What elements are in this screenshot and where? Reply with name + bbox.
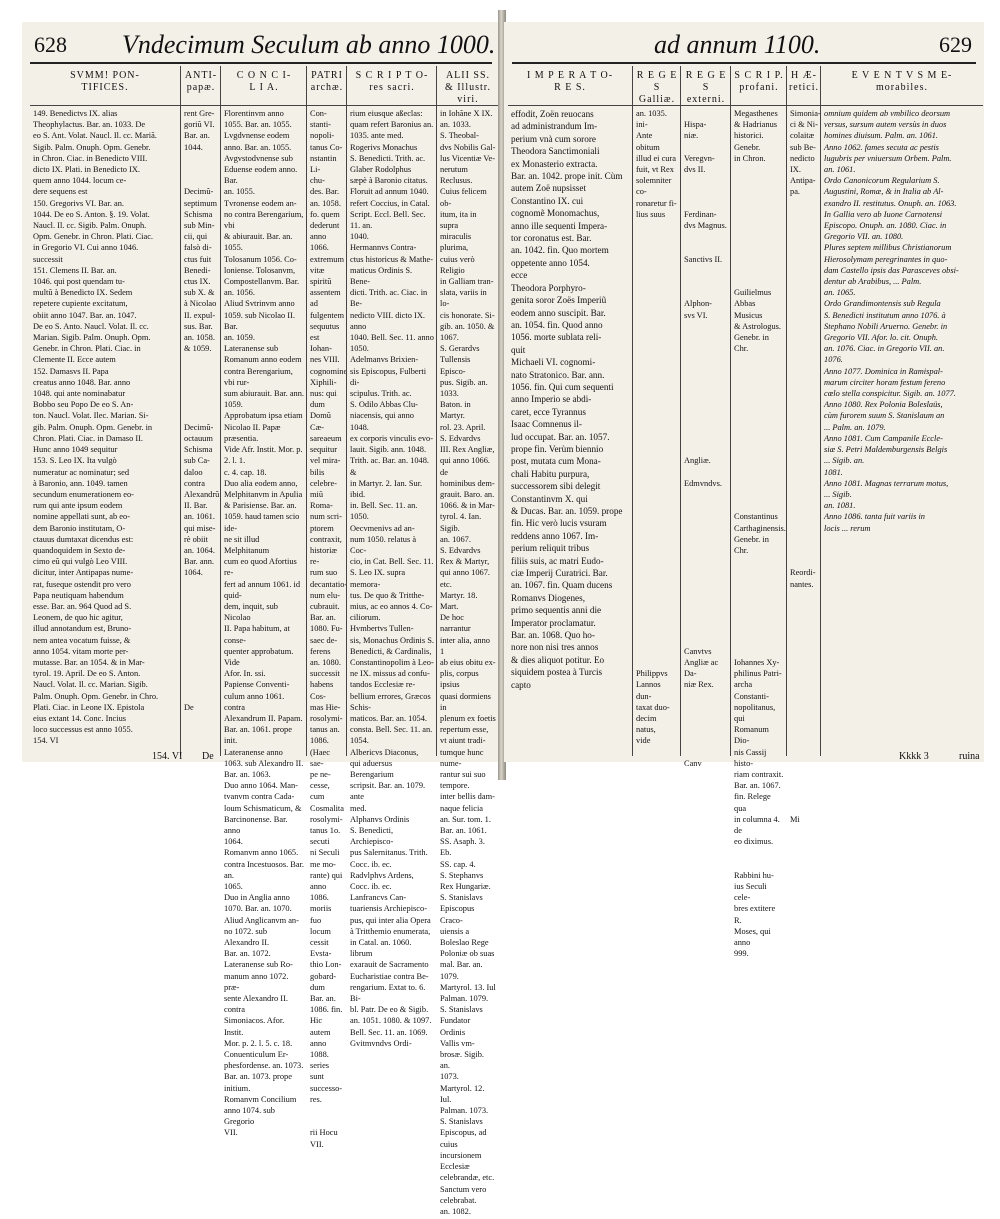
column-text: Simonia- ci & Ni- colaitæ sub Be- nedicto IX. Antipa- pa. Reordi- nantes. Mi <box>790 109 821 824</box>
column-text: 149. Benedictvs IX. alias Theophylactus. Bar. an. 1033. De eo S. Ant. Volat. Naucl. Il. cc. Mariã. Sigib. Palm. Onuph. Opm. Genebr. in Chron. Ciac. in Benedicto VIII. dicto IX. Plati. in Benedicto IX. quem anno 1044. locum ce- dere sequens est 150. Gregorivs VI. Bar. an. 1044. De eo S. Anton. §. 19. Volat. Naucl. Il. cc. Sigib. Palm. Onuph. Opm. Genebr. in Chron. Plati. Ciac. in Gregorio VI. Cui anno 1046. successit 151. Clemens II. Bar. an. 1046. qui post quendam tu- multũ à Benedicto IX. Sedem repetere cupiente excitatum, obiit anno 1047. Bar. an. 1047. De eo S. Anto. Naucl. Volat. Il. cc. Marian. Sigib. Palm. Onuph. Opm. Genebr. in Chron. Plati. Ciac. in Clemente II. Ecce autem 152. Damasvs II. Papa creatus anno 1048. Bar. anno 1048. qui ante nominabatur Bobbo seu Popo De eo S. An- ton. Naucl. Volat. Ilec. Marian. Si- gib. Palm. Onuph. Opm. Genebr. in Chron. Plati. Ciac. in Damaso II. Hunc anno 1049 sequitur 153. S. Leo IX. Ita vulgò numeratur ac nominatur; sed à Baronio, ann. 1049. tamen secundum enumerationem eo- rum qui ante ipsum eodem nomine appellati sunt, ab eo- dem Baronio institutam, O- ctauus dumtaxat dicendus est: quandoquidem in Sexto de- cimo eũ qui vulgò Leo VIII. dicitur, inter Antipapas nume- rat, fuseque ostendit pro vero Papa neutiquam habendum esse. Bar. an. 964 Quod ad S. Leonem, de quo hic agitur, illud annotandum est, Bruno- nem antea vocatum fuisse, & anno 1054. vitam morte per- mutasse. Bar. an 1054. & in Mar- tyrol. 19. April. De eo S. Anton. Naucl. Volat. Il. cc. Marian. Sigib. Palm. Onuph. Opm. Genebr. in Chro. Plati. Ciac. in Leone IX. Epistola eius extant 14. Conc. Incius loco successus est anno 1055. 154. VI <box>33 109 159 746</box>
column-councils <box>220 66 307 1138</box>
column-heading: S C R I P T O- res sacri. <box>347 66 437 106</box>
column-saints <box>436 66 499 1216</box>
catchword: 154. VI <box>152 751 183 762</box>
column-kings-foreign <box>680 66 731 768</box>
page-number: 629 <box>939 32 972 57</box>
left-page <box>22 22 502 1216</box>
column-text: rent Gre- goriũ VI. Bar. an. 1044. Decimũ- septimum Schisma sub Min- cii, qui falsò di- ctus fuit Benedi- ctus IX. sub X. & à Nicolao II. expul- sus. Bar. an. 1058. & 1059. Decimũ- octauum Schisma sub Ca- daloo contra Alexandrũ II. Bar. an. 1061. qui mise- rè obiit an. 1064. Bar. ann. 1064. De <box>184 109 220 712</box>
column-text: in Iohãne X IX. an. 1033. S. Theobal- dvs Nobilis Gal- lus Vicentiæ Ve- nerutum Reclusus. Cuius felicem ob- itum, ita in supra miraculis plurima, cuius verò Religio in Galliam tran- slata, variis in lo- cis honorate. Si- gib. an. 1050. & 1067. S. Gerardvs Tullensis Episco- pus. Sigib. an. 1033. Baton. in Martyr. rol. 23. April. S. Edvardvs III. Rex Angliæ, qui anno 1066. de hominibus dem- grauit. Baro. an. 1066. & in Mar- tyrol. 4. Ian. Sigib. an. 1067. S. Edvardvs Rex & Martyr, qui anno 1067. etc. Martyr. 18. Mart. De hoc narrantur inter alia, anno 1 ab eius obitu ex- plis, corpus ipsius quasi dormiens in plenum ex foetis repertum esse, vt aiunt tradi- tumque hunc nume- rantur sui suo tempore. inter bellis dam- naque felicia an. Sur. tom. 1. Bar. an. 1061. SS. Asaph. 3. Eb. SS. cap. 4. S. Stephanvs Rex Hungariæ. S. Stanislavs Episcopus Craco- uiensis a Boleslao Rege Poloniæ ob suas mal. Bar. an. 1079. Martyrol. 13. Iul Palman. 1079. S. Stanislavs Fundator Ordinis Vallis vm- brosæ. Sigib. an. 1073. Martyrol. 12. Iul. Palman. 1073. S. Stanislavs Episcopus, ad cuius incursionem Ecclesiæ celebrandæ, etc. Sanctum vero celebrabat. an. 1082. <box>440 109 496 1216</box>
column-sacred-writers <box>346 66 437 1048</box>
column-text: an. 1035. ini- Ante obitum illud ei cura fuit, vt Rex solemniter co- ronaretur fi- lius suus Philippvs Lannos dun- taxat duo- decim natus, vide <box>636 109 677 746</box>
header-rule <box>30 62 492 64</box>
signature-mark: Kkkk 3 <box>899 751 929 762</box>
column-heading: ANTI- papæ. <box>181 66 221 106</box>
column-heretics <box>786 66 821 824</box>
column-text: effodit, Zoën reuocans ad administrandum Im- perium vnà cum sorore Theodora Sanctimoniali ex Monasterio extracta. Bar. an. 1042. prope init. Cùm autem Zoë nupsisset Constantino IX. cui cognomẽ Monomachus, anno ille sequenti Impera- tor coronatus est. Bar. an. 1042. fin. Quo mortem oppetente anno 1054. ecce Theodora Porphyro- genita soror Zoës Imperiũ eodem anno suscipit. Bar. an. 1054. fin. Quod anno 1056. morte sublata reli- quit Michaeli VI. cognomi- nato Stratonico. Bar. ann. 1056. fin. Qui cum sequenti anno Imperio se abdi- caret, ecce Tyrannus Isaac Comnenus il- lud occupat. Bar. an. 1057. prope fin. Verùm biennio post, mutata cum Mona- chali Habitu purpura, successorem sibi delegit Constantinvm X. qui & Ducas. Bar. an. 1059. prope fin. Hic verò lucis vsuram reddens anno 1067. Im- perium reliquit tribus filiis suis, ac matri Eudo- ciæ Imperij Curatrici. Bar. an. 1067. fin. Quam ducens Romanvs Diogenes, primo sequentis anni die Imperator proclamatur. Bar. an. 1068. Quo ho- nore non nisi tres annos & dies aliquot potitur. Eo siquidem postea à Turcis capto <box>511 109 623 690</box>
column-heading: PATRI archæ. <box>307 66 347 106</box>
left-header <box>22 26 500 60</box>
header-rule <box>512 62 976 64</box>
page-number: 628 <box>34 32 67 57</box>
column-heading: S C R I P. profani. <box>731 66 787 106</box>
column-emperors <box>508 66 632 756</box>
right-header <box>504 26 984 60</box>
column-heading: SVMM! PON- TIFICES. <box>30 66 180 106</box>
column-heading: I M P E R A T O- R E S. <box>508 66 632 106</box>
column-text: Florentinvm anno 1055. Bar. an. 1055. Lvgdvnense eodem anno. Bar. an. 1055. Avgvstodvnense sub Eduense eodem anno. Bar. an. 1055. Tvronense eodem an- no contra Berengarium, vbi & abiurauit. Bar. an. 1055. Tolosanum 1056. Co- loniense. Tolosanvm, Compostellanvm. Bar. an. 1056. Aliud Svtrinvm anno 1059. sub Nicolao II. Bar. an. 1059. Lateranense sub Romanum anno eodem contra Berengarium, vbi rur- sum abiurauit. Bar. ann. 1059. Approbatum ipsa etiam Nicolao II. Papæ præsentia. Vide Afr. Instit. Mor. p. 2. l. 1. c. 4. cap. 18. Duo alia eodem anno, Melphitanvm in Apulia & Parisiense. Bar. an. 1059. haud tamen scio ide- ne sit illud Melphitanum cum eo quod Afortius re- fert ad annum 1061. id quid- dem, inquit, sub Nicolao II. Papa habitum, at conse- quenter approbatum. Vide Afor. In. ssi. Papiense Conventi- culum anno 1061. contra Alexandrum II. Papam. Bar. an. 1061. prope init. Lateranense anno 1063. sub Alexandro II. Bar. an. 1063. Duo anno 1064. Man- tvanvm contra Cada- loum Schismaticum, & Barcinonense. Bar. anno 1064. Romanvm anno 1065. contra Incestuosos. Bar. an. 1065. Duo in Anglia anno 1070. Bar. an. 1070. Aliud Anglicanvm an- no 1072. sub Alexandro II. Bar. an. 1072. Lateranense sub Ro- manum anno 1072. præ- sente Alexandro II. contra Simoniacos. Afor. Instit. Mor. p. 2. l. 5. c. 18. Conuenticulum Er- phesfordense. an. 1073. Bar. an. 1073. prope initium. Romanvm Concilium anno 1074. sub Gregorio VII. <box>224 109 305 1138</box>
catchword: ruina <box>959 751 980 762</box>
column-heading: E V E N T V S M E- morabiles. <box>821 66 983 106</box>
column-memorable-events <box>820 66 983 756</box>
page-title: Vndecimum Seculum ab anno 1000. <box>122 30 496 59</box>
column-text: omnium quidem ab vmbilico deorsum versus, sursum autem versùs in duos homines diuisum. Palm. an. 1061. Anno 1062. fames secuta ac pestis lugubris per vniuersum Orbem. Palm. an. 1061. Ordo Canonicorum Regularium S. Augustini, Romæ, & in Italia ab Al- exandro II. restitutus. Onuph. an. 1063. In Gallia vero ab Iuone Carnotensi Episcopo. Onuph. an. 1080. Ciac. in Gregorio VII. an. 1080. Plures septem millibus Christianorum Hierosolymam peregrinantes in quo- dam Castello ipsis das Parasceves obsi- dentur ab Arabibus, ... Palm. an. 1065. Ordo Grandimontensis sub Regula S. Benedicti institutum anno 1076. à Stephano Nobili Aruerno. Genebr. in Gregorio VII. Afor. lo. cit. Onuph. an. 1076. Ciac. in Gregorio VII. an. 1076. Anno 1077. Dominica in Ramispal- marum circiter horam festum fereno cœlo stella conspicitur. Sigib. an. 1077. Anno 1080. Rex Polonia Boleslaüs, cùm furorem suum S. Stanislaum an ... Palm. an. 1079. Anno 1081. Cum Campanile Eccle- siæ S. Petri Maldemburgensis Belgis ... Sigib. an. 1081. Anno 1081. Magnas terrarum motus, ... Sigib. an. 1081. Anno 1086. tanta fuit variis in locis ... rerum <box>824 109 959 533</box>
column-text: Megasthenes & Hadrianus historici. Genebr. in Chron. Guilielmus Abbas Musicus & Astrologus. Genebr. in Chr. Constantinus Carthaginensis. Genebr. in Chr. Iohannes Xy- philinus Patri- archa Constanti- nopolitanus, qui Romanum Dio- nis Cassij histo- riam contraxit. Bar. an. 1067. fin. Relege qua in columna 4. de eo diximus. Rabbini hu- ius Seculi cele- bres extitere R. Moses, qui anno 999. <box>734 109 786 959</box>
column-popes <box>30 66 180 756</box>
column-profane-writers <box>730 66 787 959</box>
footer-mark: De <box>202 751 214 762</box>
column-heading: R E G E S externi. <box>681 66 731 106</box>
column-text: rium eiusque aßeclas: quam refert Baronius an. 1035. ante med. Rogerivs Monachus S. Benedicti. Trith. ac. Glaber Rodolphus sæpè à Baronio citatus. Floruit ad annum 1040. refert Coccius, in Catal. Script. Eccl. Bell. Sec. 11. an. 1040. Hermannvs Contra- ctus historicus & Mathe- maticus Ordinis S. Bene- dicti. Trith. ac. Ciac. in Be- nedicto VIII. dicto IX. anno 1040. Bell. Sec. 11. anno 1050. Adelmanvs Brixien- sis Episcopus, Fulberti di- scipulus. Trith. ac. S. Odilo Abbas Clu- niacensis, qui anno 1048. ex corporis vinculis evo- lauit. Sigib. ann. 1048. Trith. ac. Bar. an. 1048. & in Martyr. 2. Ian. Sur. ibid. in. Bell. Sec. 11. an. 1050. Oecvmenivs ad an- num 1050. relatus à Coc- cio, in Cat. Bell. Sec. 11. S. Leo IX. supra memora- tus. De quo & Tritthe- mius, ac eo annos 4. Co- ciliorum. Hvmbertvs Tullen- sis, Monachus Ordinis S. Benedicti, & Cardinalis, Constantinopolim à Leo- ne IX. missus ad confu- tandos Ecclesiæ re- bellium errores, Græcos Schis- maticos. Bar. an. 1054. consta. Bell. Sec. 11. an. 1054. Albericvs Diaconus, qui aduersus Berengarium scripsit. Bar. an. 1079. ante med. Alphanvs Ordinis S. Benedicti, Archiepisco- pus Salernitanus. Trith. Cocc. ib. ec. Radvlphvs Ardens, Cocc. ib. ec. Lanfrancvs Can- tuariensis Archiepisco- pus, qui inter alia Opera à Tritthemio enumerata, in Catal. an. 1060. librum exarauit de Sacramento Eucharistiae contra Be- rengarium. Extat to. 6. Bi- bl. Patr. De eo & Sigib. an. 1051. 1080. & 1097. Bell. Sec. 11. an. 1069. Gvitmvndvs Ordi- <box>350 109 434 1048</box>
column-heading: H Æ- retici. <box>787 66 821 106</box>
column-text: Con- stanti- nopoli- tanus Co- nstantin Li- chu- des. Bar. an. 1058. fo. quem dederunt anno 1066. extremum vitæ spiritũ assentem ad fulgentem sequutus est Iohan- nes VIII. cognomine Xiphili- nus: qui dum Domũ Cæ- sareaeum sequitur vel mira- bilis celebre- miũ Roma- num scri- ptorem contraxit, historiæ re- rum suo decantatio- num elu- cubrauit. Bar. an. 1080. Fu- saec de- ferens an. 1080. successit habens Cos- mas Hie- rosolymi- tanus an. 1086. (Haec sae- pe ne- cesse, cum Cosmalita rosolymi- tanus 1o. secuti ni Seculi me mo- rante) qui anno 1086. moriis fuo locum cessit Evsta- thio Lon- gobard- dum Bar. an. 1086. fin. Hic autem anno 1088. series sunt successo- res. rii Hocu VII. <box>310 109 348 1149</box>
column-kings-gaul <box>632 66 681 756</box>
column-antipopes <box>180 66 221 756</box>
column-text: Hispa- niæ. Veregvn- dvs II. Ferdinan- dvs Magnus. Sanctivs II. Alphon- svs VI. Angliæ. Edmvndvs. Canvtvs Angliæ ac Da- niæ Rex. Canv <box>684 120 727 768</box>
right-page <box>504 22 984 959</box>
column-patriarchs <box>306 66 348 1149</box>
column-heading: C O N C I- L I A. <box>221 66 307 106</box>
page-title: ad annum 1100. <box>654 30 821 59</box>
column-heading: R E G E S Galliæ. <box>633 66 681 106</box>
column-heading: ALII SS. & Illustr. viri. <box>437 66 499 106</box>
